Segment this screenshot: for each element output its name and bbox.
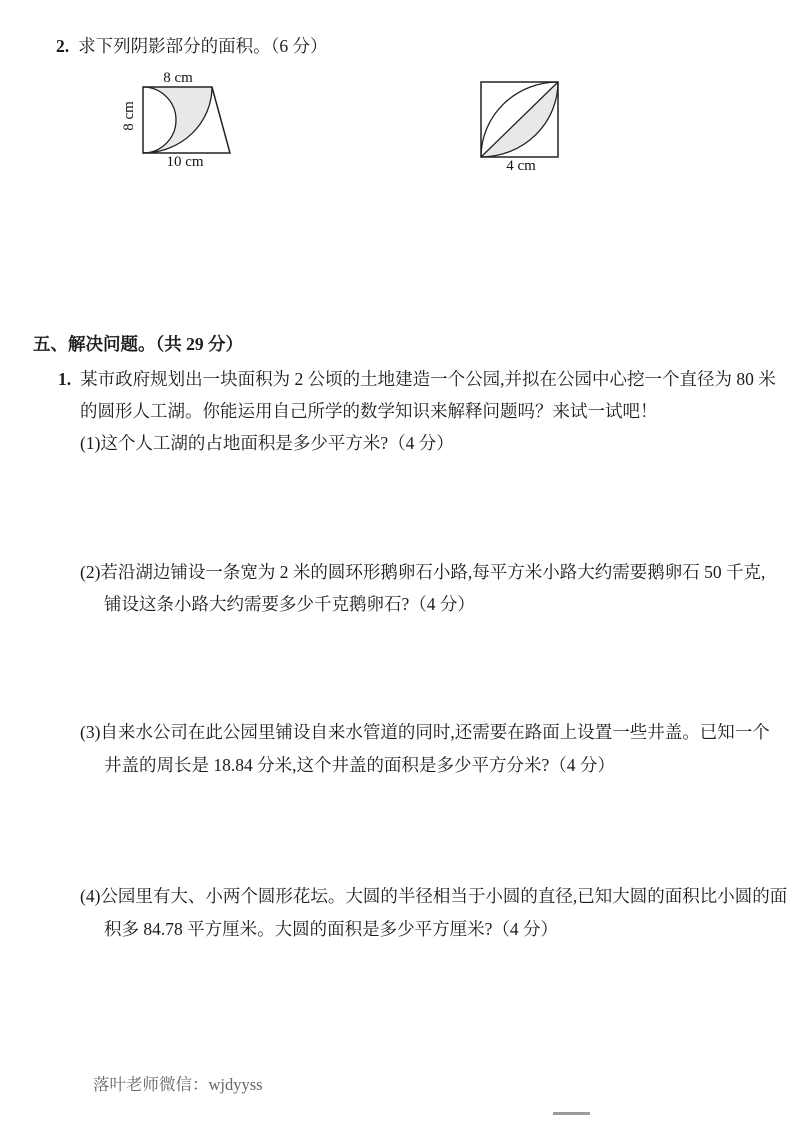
problem-1-number: 1. [58,369,72,389]
problem-1-intro-line-2: 的圆形人工湖。你能运用自己所学的数学知识来解释问题吗？来试一试吧！ [80,401,658,421]
subquestion-2-line-1: (2)若沿湖边铺设一条宽为 2 米的圆环形鹅卵石小路,每平方米小路大约需要鹅卵石 50 千克, [80,562,766,582]
subquestion-4-line-2: 积多 84.78 平方厘米。大圆的面积是多少平方厘米?（4 分） [104,919,559,939]
subquestion-1: (1)这个人工湖的占地面积是多少平方米?（4 分） [80,433,454,453]
subquestion-3-line-2: 井盖的周长是 18.84 分米,这个井盖的面积是多少平方分米?（4 分） [104,755,615,775]
problem-1-intro-line-1 [58,369,776,390]
section-5-heading: 五、解决问题。（共 29 分） [33,334,243,354]
question-2-number: 2. [56,36,70,56]
fig1-top-dimension-label: 8 cm [163,70,193,86]
fig2-bottom-dimension-label: 4 cm [506,158,536,174]
subquestion-2-line-2: 铺设这条小路大约需要多少千克鹅卵石?（4 分） [104,594,475,614]
page-bottom-mark [553,1112,590,1115]
question-2-heading [56,36,328,57]
fig1-left-dimension-label: 8 cm [121,101,137,131]
question-2-text: 求下列阴影部分的面积。（6 分） [78,36,328,56]
fig1-bottom-dimension-label: 10 cm [166,154,204,170]
problem-1-intro-text-1: 某市政府规划出一块面积为 2 公顷的土地建造一个公园,并拟在公园中心挖一个直径为 80 米 [80,369,776,389]
subquestion-4-line-1: (4)公园里有大、小两个圆形花坛。大圆的半径相当于小圆的直径,已知大圆的面积比小圆的面 [80,886,788,906]
figure-square-lens [455,70,575,165]
trapezoid-shaded-region [143,87,212,153]
footer-watermark-text: 落叶老师微信：wjdyyss [93,1075,263,1094]
subquestion-3-line-1: (3)自来水公司在此公园里铺设自来水管道的同时,还需要在路面上设置一些井盖。已知一个 [80,722,770,742]
